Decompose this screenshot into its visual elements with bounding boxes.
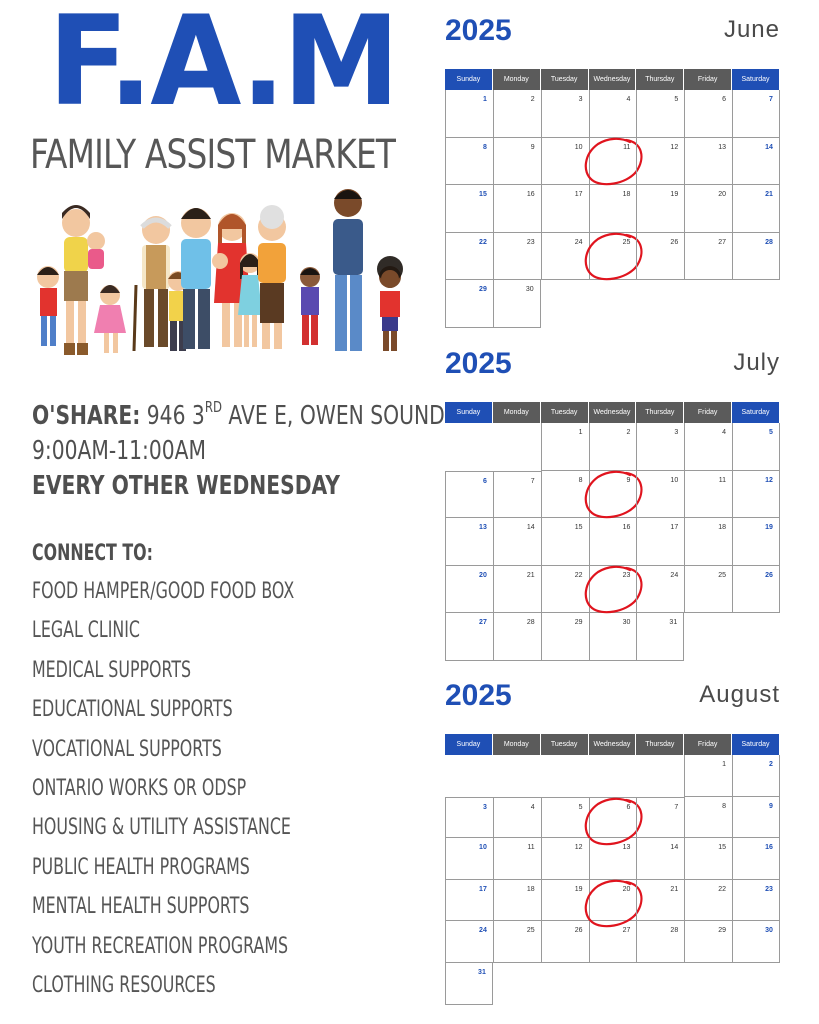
calendar-day [589, 880, 637, 922]
day-number: 10 [479, 844, 487, 852]
calendar-day [589, 233, 637, 281]
calendar-day [541, 90, 589, 138]
calendar-year: 2025 [445, 14, 512, 47]
calendar-day [589, 518, 637, 566]
weekday-label: Friday [684, 734, 732, 755]
day-number: 24 [670, 571, 679, 579]
calendar-day [732, 838, 780, 880]
calendar-week [445, 471, 780, 519]
calendar-day [541, 880, 589, 922]
connect-item: FOOD HAMPER/GOOD FOOD BOX [32, 579, 295, 604]
day-number: 26 [574, 927, 583, 935]
day-number: 17 [574, 191, 583, 198]
calendar-day [732, 233, 780, 281]
calendar-day [636, 233, 684, 281]
weekday-label: Sunday [445, 69, 493, 90]
day-number: 8 [482, 143, 487, 151]
calendar-day [493, 471, 541, 519]
fam-logo: F.A.M [48, 0, 397, 134]
connect-item: MEDICAL SUPPORTS [32, 657, 192, 683]
weekday-label: Wednesday [589, 69, 637, 90]
day-number: 21 [526, 571, 535, 579]
day-number: 29 [574, 619, 583, 626]
day-number: 15 [479, 191, 487, 198]
connect-item: LEGAL CLINIC [32, 618, 140, 644]
calendar-day [732, 880, 780, 922]
connect-item: PUBLIC HEALTH PROGRAMS [32, 854, 250, 880]
calendar-day [493, 185, 541, 233]
calendar-day [493, 797, 541, 839]
calendar-day [541, 233, 589, 281]
weekday-label: Tuesday [541, 734, 589, 755]
day-number: 16 [526, 191, 535, 198]
calendar-day [684, 138, 732, 186]
day-number: 6 [482, 477, 487, 485]
calendar-day [541, 471, 589, 519]
day-number: 30 [765, 927, 773, 935]
day-number: 20 [479, 571, 487, 579]
location-label: O'SHARE: [32, 401, 141, 431]
day-number: 17 [479, 885, 487, 893]
weekday-label: Tuesday [541, 402, 589, 423]
weekday-label: Sunday [445, 734, 493, 755]
calendar-day [684, 838, 732, 880]
day-number: 18 [526, 885, 535, 893]
calendar-week [445, 185, 780, 233]
calendar-day [445, 138, 493, 186]
day-number: 13 [718, 143, 727, 151]
family-figures [37, 189, 403, 355]
day-number: 1 [722, 761, 727, 768]
calendar-empty-cell [589, 963, 637, 1005]
day-number: 4 [722, 429, 727, 436]
calendar-day [589, 185, 637, 233]
calendar-day [636, 566, 684, 614]
calendar-day [445, 280, 493, 328]
calendar-empty-cell [684, 613, 732, 661]
calendar-week [445, 566, 780, 614]
day-number: 29 [718, 927, 727, 935]
calendar-empty-cell [732, 963, 780, 1005]
weekday-label: Saturday [732, 402, 780, 423]
calendar-day [636, 921, 684, 963]
day-number: 12 [765, 476, 773, 484]
calendar-day [541, 566, 589, 614]
calendar-day [541, 423, 589, 471]
day-number: 5 [578, 803, 583, 811]
calendar-day [589, 471, 637, 519]
day-number: 23 [765, 885, 773, 893]
address-sup: RD [204, 398, 222, 416]
day-number: 11 [527, 844, 535, 852]
weekday-header [445, 402, 780, 423]
calendar-day [541, 518, 589, 566]
day-number: 30 [525, 286, 534, 293]
calendar-day [445, 921, 493, 963]
calendar-day [732, 471, 780, 519]
calendar-day [493, 566, 541, 614]
calendar-day [732, 518, 780, 566]
calendar-month: July [733, 349, 780, 376]
day-number: 3 [482, 803, 487, 811]
day-number: 11 [718, 476, 727, 484]
calendar-month: June [723, 16, 780, 43]
calendar-day [445, 963, 493, 1005]
connect-item: CLOTHING RESOURCES [32, 973, 216, 999]
calendar-day [589, 838, 637, 880]
market-title: FAMILY ASSIST MARKET [30, 132, 396, 178]
calendar-week [445, 138, 780, 186]
calendar-grid [445, 402, 780, 661]
day-number: 31 [669, 619, 678, 626]
calendar-day [684, 423, 732, 471]
day-number: 17 [670, 524, 679, 531]
day-number: 2 [530, 96, 535, 103]
day-number: 27 [479, 619, 487, 626]
day-number: 31 [478, 968, 486, 976]
calendar-week [445, 838, 780, 880]
calendar-day [541, 838, 589, 880]
calendar-day [636, 880, 684, 922]
calendar-day [493, 838, 541, 880]
day-number: 16 [622, 524, 631, 531]
day-number: 3 [674, 429, 679, 436]
weekday-label: Monday [493, 734, 541, 755]
day-number: 1 [482, 96, 487, 103]
calendar-day [636, 138, 684, 186]
calendar-day [684, 185, 732, 233]
weekday-label: Thursday [636, 402, 684, 423]
connect-item: ONTARIO WORKS OR ODSP [32, 776, 247, 802]
calendar-day [493, 518, 541, 566]
calendar-day [732, 755, 780, 797]
calendar-day [445, 880, 493, 922]
calendar-day [445, 233, 493, 281]
calendar-day [732, 185, 780, 233]
calendar-day [636, 613, 684, 661]
address-pre: 946 3 [146, 401, 205, 431]
connect-item: YOUTH RECREATION PROGRAMS [32, 933, 289, 959]
day-number: 26 [765, 571, 773, 579]
calendar-day [541, 921, 589, 963]
calendar-week [445, 880, 780, 922]
connect-item: MENTAL HEALTH SUPPORTS [32, 894, 250, 920]
day-number: 20 [622, 885, 631, 893]
day-number: 9 [626, 476, 631, 484]
calendar-empty-cell [636, 963, 684, 1005]
calendar-day [541, 138, 589, 186]
calendar-day [541, 613, 589, 661]
day-number: 6 [626, 803, 631, 811]
day-number: 19 [765, 524, 773, 531]
day-number: 7 [530, 477, 535, 485]
calendar-day [684, 518, 732, 566]
day-number: 21 [765, 191, 773, 198]
day-number: 9 [769, 802, 773, 810]
weekday-label: Monday [493, 402, 541, 423]
calendar-day [684, 797, 732, 839]
day-number: 28 [765, 238, 773, 246]
day-number: 24 [574, 238, 583, 246]
day-number: 10 [670, 476, 679, 484]
day-number: 22 [479, 238, 487, 246]
calendar-empty-cell [684, 963, 732, 1005]
day-number: 11 [623, 143, 631, 151]
family-illustration [28, 185, 420, 360]
calendar-week [445, 797, 780, 839]
calendar-day [493, 613, 541, 661]
calendar-day [445, 566, 493, 614]
calendar-day [636, 471, 684, 519]
day-number: 3 [578, 96, 583, 103]
connect-heading: CONNECT TO: [32, 541, 153, 566]
day-number: 14 [526, 524, 535, 531]
day-number: 2 [769, 761, 773, 768]
weekday-label: Friday [684, 69, 732, 90]
weekday-label: Monday [493, 69, 541, 90]
calendar-day [636, 838, 684, 880]
day-number: 27 [622, 927, 631, 935]
day-number: 13 [479, 524, 487, 531]
calendar-day [493, 233, 541, 281]
calendar-empty-cell [541, 963, 589, 1005]
calendar-day [684, 90, 732, 138]
calendar-week [445, 233, 780, 281]
calendar-week [445, 613, 780, 661]
calendar-day [493, 921, 541, 963]
calendar-day [493, 138, 541, 186]
calendar-day [445, 185, 493, 233]
day-number: 5 [674, 96, 679, 103]
calendar-day [493, 280, 541, 328]
calendar-day [589, 423, 637, 471]
calendar-day [589, 566, 637, 614]
calendar-day [589, 613, 637, 661]
calendar-day [589, 921, 637, 963]
calendar-week [445, 518, 780, 566]
calendar-week [445, 963, 780, 1005]
calendar-week [445, 280, 780, 328]
address-post: AVE E, OWEN SOUND [221, 401, 445, 431]
connect-item: HOUSING & UTILITY ASSISTANCE [32, 815, 291, 841]
day-number: 7 [674, 803, 679, 811]
day-number: 28 [526, 619, 535, 626]
calendar-day [445, 90, 493, 138]
calendar-day [541, 185, 589, 233]
calendar-month: August [699, 681, 780, 708]
day-number: 5 [769, 429, 773, 436]
day-number: 4 [530, 803, 535, 811]
day-number: 12 [574, 844, 583, 852]
connect-item: EDUCATIONAL SUPPORTS [32, 697, 233, 723]
calendar-day [684, 233, 732, 281]
day-number: 10 [574, 143, 583, 151]
calendar-empty-cell [493, 963, 541, 1005]
day-number: 15 [574, 524, 583, 531]
calendar-empty-cell [445, 423, 493, 471]
calendar-day [732, 797, 780, 839]
calendar-day [589, 138, 637, 186]
day-number: 4 [626, 96, 631, 103]
day-number: 29 [479, 286, 487, 293]
calendar-day [684, 471, 732, 519]
calendar-empty-cell [684, 280, 732, 328]
day-number: 25 [622, 238, 631, 246]
weekday-header [445, 69, 780, 90]
weekday-label: Sunday [445, 402, 493, 423]
connect-item: VOCATIONAL SUPPORTS [32, 736, 222, 762]
day-number: 19 [670, 191, 679, 198]
calendar-day [732, 138, 780, 186]
calendar-empty-cell [541, 755, 589, 797]
day-number: 6 [722, 96, 727, 103]
day-number: 18 [622, 191, 631, 198]
day-number: 25 [526, 927, 535, 935]
day-number: 23 [622, 571, 631, 579]
calendar-day [684, 880, 732, 922]
calendar-grid [445, 69, 780, 328]
calendar-empty-cell [493, 755, 541, 797]
day-number: 23 [526, 238, 535, 246]
day-number: 25 [718, 571, 727, 579]
calendar-empty-cell [732, 613, 780, 661]
calendar-week [445, 921, 780, 963]
time-line: 9:00AM-11:00AM [32, 436, 207, 466]
weekday-label: Wednesday [589, 734, 637, 755]
day-number: 14 [765, 143, 773, 151]
calendar-day [732, 566, 780, 614]
calendar-day [445, 613, 493, 661]
calendar-empty-cell [589, 755, 637, 797]
day-number: 8 [722, 802, 727, 810]
location-line [32, 390, 445, 434]
calendar-empty-cell [445, 755, 493, 797]
calendar-empty-cell [732, 280, 780, 328]
calendar-day [636, 797, 684, 839]
weekday-label: Thursday [636, 69, 684, 90]
day-number: 19 [574, 885, 583, 893]
day-number: 1 [578, 429, 583, 436]
calendar-year: 2025 [445, 679, 512, 712]
day-number: 2 [626, 429, 631, 436]
day-number: 28 [670, 927, 679, 935]
calendar-empty-cell [636, 280, 684, 328]
day-number: 26 [670, 238, 679, 246]
day-number: 12 [670, 143, 679, 151]
calendar-day [589, 797, 637, 839]
day-number: 14 [670, 844, 679, 852]
calendar-day [684, 921, 732, 963]
schedule-info [32, 390, 445, 504]
day-number: 15 [718, 844, 727, 852]
day-number: 27 [718, 238, 727, 246]
calendar-empty-cell [493, 423, 541, 471]
day-number: 20 [718, 191, 727, 198]
calendar-day [445, 797, 493, 839]
calendar-week [445, 90, 780, 138]
calendar-empty-cell [636, 755, 684, 797]
day-number: 22 [718, 885, 727, 893]
day-number: 30 [622, 619, 631, 626]
weekday-header [445, 734, 780, 755]
calendar-day [541, 797, 589, 839]
weekday-label: Saturday [732, 734, 780, 755]
day-number: 22 [574, 571, 583, 579]
connect-list [32, 572, 422, 1005]
calendar-grid [445, 734, 780, 1005]
calendar-day [445, 518, 493, 566]
calendar-day [732, 90, 780, 138]
calendar-day [636, 90, 684, 138]
calendar-day [493, 90, 541, 138]
day-number: 18 [718, 524, 727, 531]
day-number: 8 [578, 476, 583, 484]
calendar-week [445, 423, 780, 471]
calendar-day [636, 185, 684, 233]
weekday-label: Tuesday [541, 69, 589, 90]
day-number: 24 [479, 927, 487, 935]
calendar-day [732, 921, 780, 963]
calendar-week [445, 755, 780, 797]
calendar-day [636, 518, 684, 566]
calendar-day [684, 755, 732, 797]
frequency-line: EVERY OTHER WEDNESDAY [32, 471, 341, 501]
weekday-label: Thursday [636, 734, 684, 755]
calendar-day [493, 880, 541, 922]
calendar-empty-cell [541, 280, 589, 328]
calendar-day [589, 90, 637, 138]
day-number: 13 [622, 844, 631, 852]
day-number: 7 [769, 96, 773, 103]
calendar-year: 2025 [445, 347, 512, 380]
weekday-label: Wednesday [589, 402, 637, 423]
day-number: 9 [530, 143, 535, 151]
calendar-day [732, 423, 780, 471]
day-number: 16 [765, 844, 773, 852]
calendar-empty-cell [589, 280, 637, 328]
calendar-day [636, 423, 684, 471]
day-number: 21 [670, 885, 679, 893]
calendar-day [684, 566, 732, 614]
connect-section [32, 536, 422, 1005]
calendar-day [445, 471, 493, 519]
weekday-label: Saturday [732, 69, 780, 90]
calendar-day [445, 838, 493, 880]
weekday-label: Friday [684, 402, 732, 423]
